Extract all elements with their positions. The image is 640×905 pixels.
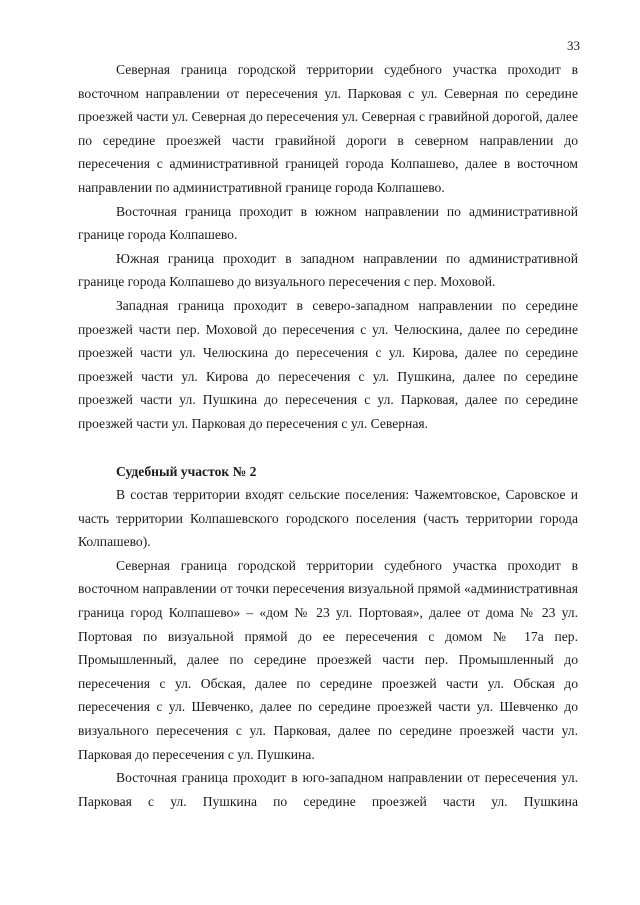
page-number: 33 bbox=[567, 38, 580, 53]
paragraph-composition-2: В состав территории входят сельские поселения: Чажемтовское, Саровское и часть территории Колпашевского городского поселения (часть территории города Колпашево). bbox=[78, 487, 578, 550]
paragraph-east-border-1: Восточная граница проходит в южном направлении по административной границе города Колпашево. bbox=[78, 203, 578, 243]
paragraph-south-border-1: Южная граница проходит в западном направлении по административной границе города Колпашево до визуального пересечения с пер. Моховой. bbox=[78, 250, 578, 290]
paragraph-east-border-2: Восточная граница проходит в юго-западном направлении от пересечения ул. Парковая с ул. Пушкина по середине проезжей части ул. Пушкина bbox=[78, 770, 578, 809]
paragraph-north-border-1: Северная граница городской территории судебного участка проходит в восточном направлении от пересечения ул. Парковая с ул. Северная по середине проезжей части ул. Северная до пересечения ул. Северная с гравийной дорогой, далее по середине проезжей части гравийной дороги в северном направлении до пересечения с административной границей города Колпашево, далее в восточном направлении по административной границе города Колпашево. bbox=[78, 62, 578, 195]
section-heading-court-district-2: Судебный участок № 2 bbox=[116, 463, 257, 479]
document-body bbox=[78, 58, 578, 813]
paragraph-west-border-1: Западная граница проходит в северо-западном направлении по середине проезжей части пер. Моховой до пересечения с ул. Челюскина, далее по середине проезжей части ул. Челюскина до пересечения с ул. Кирова, далее по середине проезжей части ул. Кирова до пересечения с ул. Пушкина, далее по середине проезжей части ул. Пушкина до пересечения с ул. Парковая, далее по середине проезжей части ул. Парковая до пересечения с ул. Северная. bbox=[78, 297, 578, 431]
paragraph-north-border-2: Северная граница городской территории судебного участка проходит в восточном направлении от точки пересечения визуальной прямой «административная граница город Колпашево» – «дом № 23 ул. Портовая», далее от дома № 23 ул. Портовая по визуальной прямой до ее пересечения с домом № 17а пер. Промышленный, далее по середине проезжей части пер. Промышленный до пересечения с ул. Обская, далее по середине проезжей части ул. Обская до пересечения с ул. Шевченко, далее по середине проезжей части ул. Шевченко до визуального пересечения с ул. Парковая, далее по середине проезжей части ул. Парковая до пересечения с ул. Пушкина. bbox=[78, 557, 578, 762]
